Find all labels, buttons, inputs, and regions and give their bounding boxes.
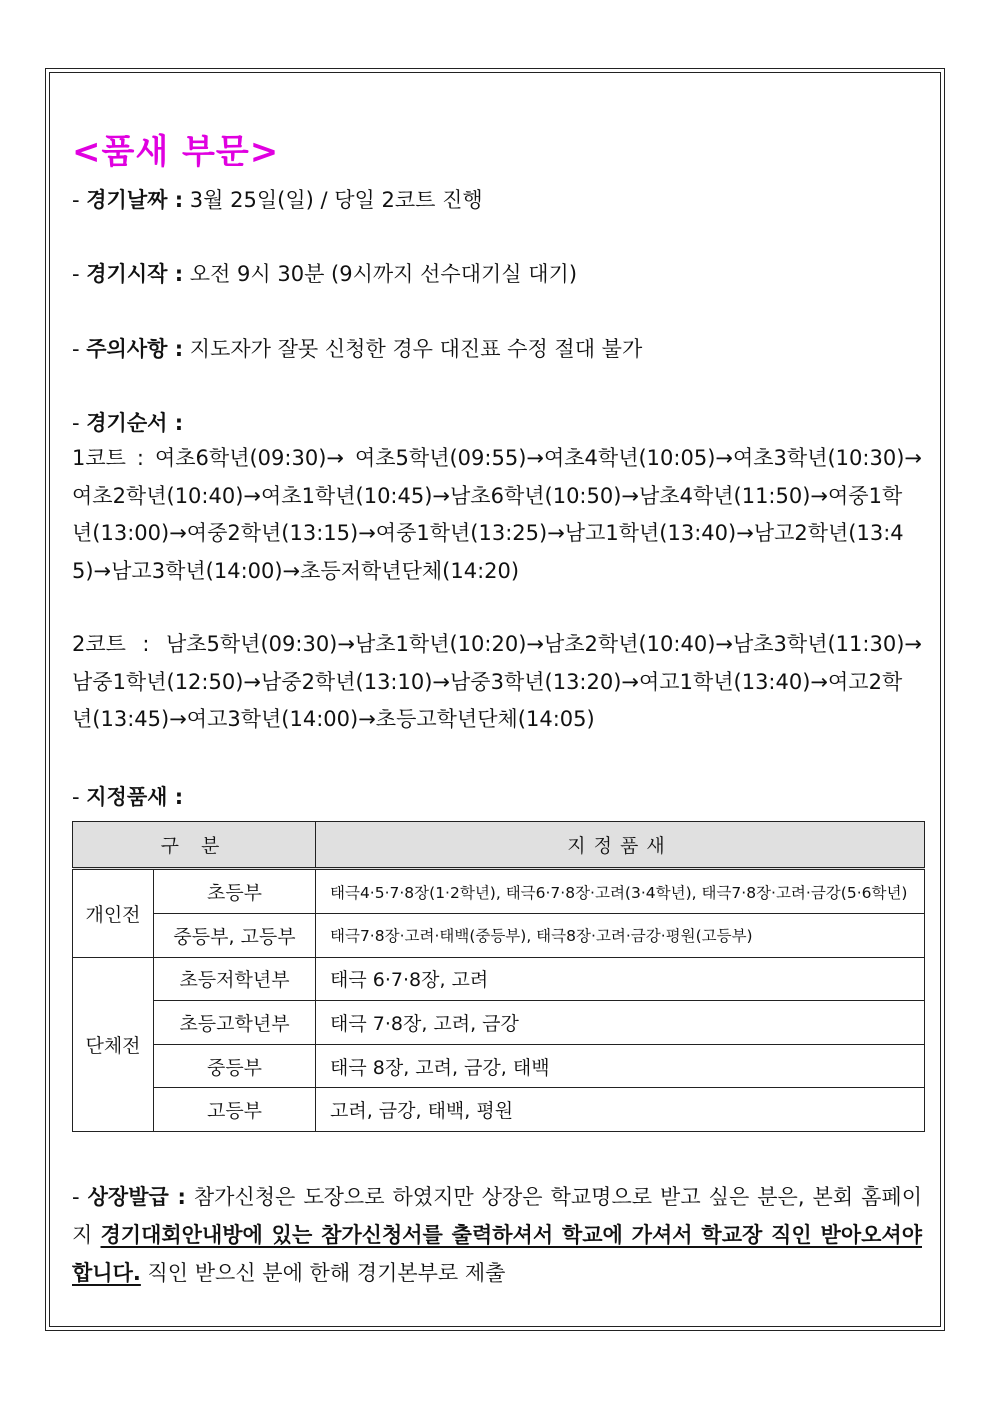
start-value: 오전 9시 30분 (9시까지 선수대기실 대기) — [183, 262, 578, 286]
table-row — [73, 914, 925, 958]
start-line: - 경기시작 : 오전 9시 30분 (9시까지 선수대기실 대기) — [72, 262, 578, 286]
caution-label: 주의사항 : — [86, 337, 184, 361]
table-row — [73, 957, 925, 1001]
court2-schedule: 2코트 : 남초5학년(09:30)→남초1학년(10:20)→남초2학년(10:40)→남초3학년(11:30)→남중1학년(12:50)→남중2학년(13:10)→남중3학년(13:20)→여고1학년(13:40)→여고2학년(13:45)→여고3학년(14:00)→초등고학년단체(14:05) — [72, 632, 922, 731]
caution-value: 지도자가 잘못 신청한 경우 대진표 수정 절대 불가 — [183, 337, 643, 361]
section-title: <품새 부문> — [72, 132, 280, 172]
table-header-row — [73, 822, 925, 869]
division-cell: 초등고학년부 — [154, 1001, 316, 1045]
division-cell: 중등부 — [154, 1044, 316, 1088]
table-row — [73, 1001, 925, 1045]
poomsae-cell: 태극4·5·7·8장(1·2학년), 태극6·7·8장·고려(3·4학년), 태극7·8장·고려·금강(5·6학년) — [316, 869, 925, 914]
table-row — [73, 869, 925, 914]
division-cell: 초등저학년부 — [154, 957, 316, 1001]
poomsae-cell: 고려, 금강, 태백, 평원 — [316, 1088, 925, 1132]
group-team: 단체전 — [73, 957, 154, 1131]
poomsae-label: 지정품새 : — [86, 785, 184, 809]
group-individual: 개인전 — [73, 869, 154, 958]
poomsae-line: - 지정품새 : — [72, 785, 184, 809]
table-row — [73, 1088, 925, 1132]
poomsae-cell: 태극 8장, 고려, 금강, 태백 — [316, 1044, 925, 1088]
caution-line: - 주의사항 : 지도자가 잘못 신청한 경우 대진표 수정 절대 불가 — [72, 337, 643, 361]
table-row — [73, 1044, 925, 1088]
start-label: 경기시작 : — [86, 262, 184, 286]
court1-schedule: 1코트 : 여초6학년(09:30)→ 여초5학년(09:55)→여초4학년(10:05)→여초3학년(10:30)→여초2학년(10:40)→여초1학년(10:45)→남초6학년(10:50)→남초4학년(11:50)→여중1학년(13:00)→여중2학년(13:15)→여중1학년(13:25)→남고1학년(13:40)→남고2학년(13:45)→남고3학년(14:00)→초등저학년단체(14:20) — [72, 446, 922, 583]
poomsae-cell: 태극 6·7·8장, 고려 — [316, 957, 925, 1001]
header-poomsae: 지정품새 — [316, 822, 925, 869]
award-paragraph: - 상장발급 : 참가신청은 도장으로 하였지만 상장은 학교명으로 받고 싶은 분은, 본회 홈페이지 경기대회안내방에 있는 참가신청서를 출력하셔서 학교에 가셔서 학교장 직인 받아오셔야 합니다. 직인 받으신 분에 한해 경기본부로 제출 — [72, 1185, 923, 1285]
award-text-2: 직인 받으신 분에 한해 경기본부로 제출 — [140, 1261, 506, 1285]
award-emphasis: 경기대회안내방에 있는 참가신청서를 출력하셔서 학교에 가셔서 학교장 직인 받아오셔야 합니다. — [72, 1223, 922, 1285]
header-division: 구 분 — [73, 822, 316, 869]
poomsae-cell: 태극 7·8장, 고려, 금강 — [316, 1001, 925, 1045]
order-line: - 경기순서 : — [72, 411, 184, 435]
poomsae-table — [72, 821, 925, 1132]
date-line: - 경기날짜 : 3월 25일(일) / 당일 2코트 진행 — [72, 188, 483, 212]
award-text-1: 참가신청은 도장으로 하였지만 상장은 학교명으로 받고 싶은 분은, 본회 홈페이지 — [72, 1185, 923, 1247]
division-cell: 고등부 — [154, 1088, 316, 1132]
order-label: 경기순서 : — [86, 411, 184, 435]
award-label: 상장발급 : — [87, 1185, 186, 1209]
division-cell: 중등부, 고등부 — [154, 914, 316, 958]
date-label: 경기날짜 : — [86, 188, 184, 212]
poomsae-cell: 태극7·8장·고려·태백(중등부), 태극8장·고려·금강·평원(고등부) — [316, 914, 925, 958]
date-value: 3월 25일(일) / 당일 2코트 진행 — [183, 188, 483, 212]
division-cell: 초등부 — [154, 869, 316, 914]
